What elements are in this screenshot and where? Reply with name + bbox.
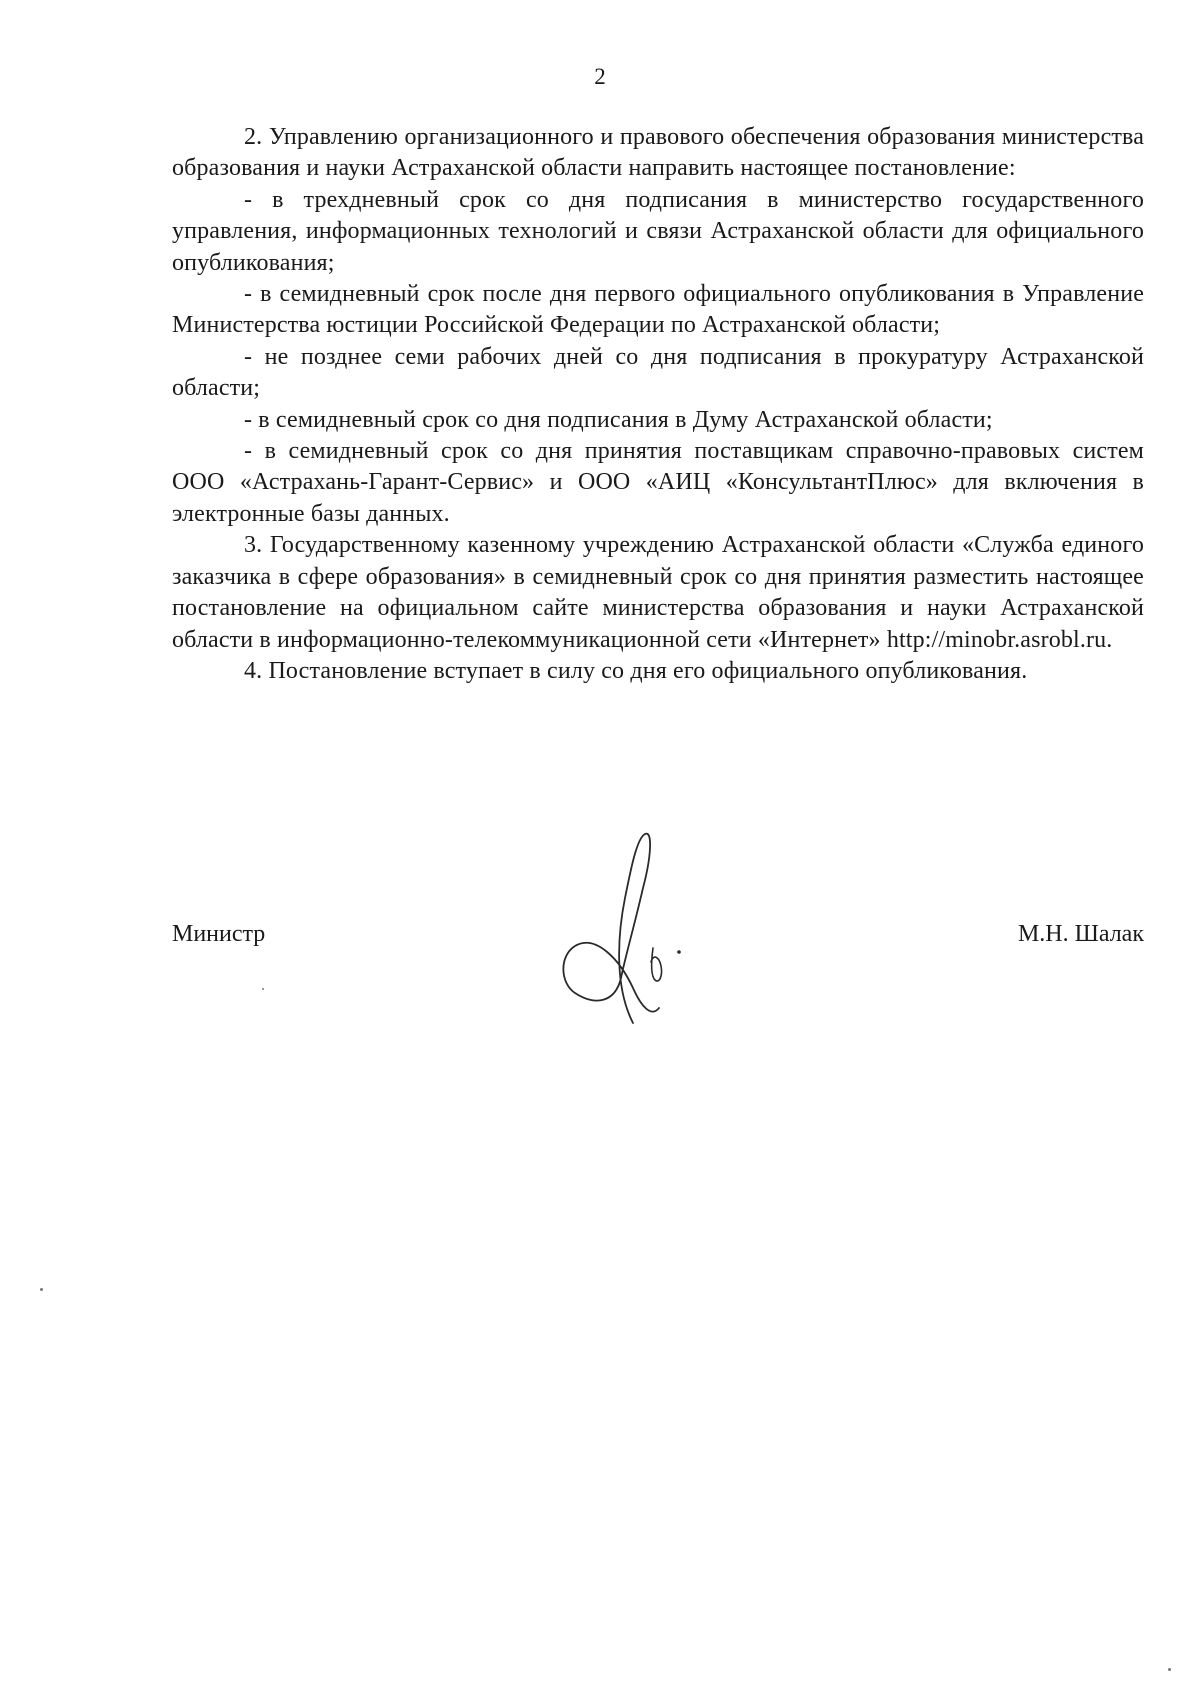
list-item-dispatch-justice: - в семидневный срок после дня первого официального опубликования в Управление Министерства юстиции Российской Федерации по Астраханской области; <box>172 281 1144 339</box>
document-body <box>172 122 1144 687</box>
signer-title: Министр <box>172 921 266 947</box>
handwritten-signature <box>555 828 725 1038</box>
list-item-dispatch-legal-systems: - в семидневный срок со дня принятия поставщикам справочно-правовых систем ООО «Астрахань-Гарант-Сервис» и ООО «АИЦ «КонсультантПлюс» для включения в электронные базы данных. <box>172 438 1144 527</box>
paragraph-item-4: 4. Постановление вступает в силу со дня его официального опубликования. <box>244 657 1028 684</box>
signer-name: М.Н. Шалак <box>1017 921 1144 947</box>
list-item-dispatch-ministry: - в трехдневный срок со дня подписания в министерство государственного управления, информационных технологий и связи Астраханской области для официального опубликования; <box>172 186 1144 276</box>
scan-speck <box>262 988 264 990</box>
paragraph-item-3: 3. Государственному казенному учреждению Астраханской области «Служба единого заказчика в сфере образования» в семидневный срок со дня принятия разместить настоящее постановление на официальном сайте министерства образования и науки Астраханской области в информационно-телекоммуникационной сети «Интернет» http://minobr.asrobl.ru. <box>172 532 1144 653</box>
scan-speck <box>1168 1668 1171 1671</box>
scan-speck <box>40 1288 43 1291</box>
list-item-dispatch-duma: - в семидневный срок со дня подписания в Думу Астраханской области; <box>244 406 993 433</box>
paragraph-item-2: 2. Управлению организационного и правового обеспечения образования министерства образования и науки Астраханской области направить настоящее постановление: <box>172 124 1144 182</box>
list-item-dispatch-prosecutor: - не позднее семи рабочих дней со дня подписания в прокуратуру Астраханской области; <box>172 343 1144 402</box>
page-number: 2 <box>594 64 606 89</box>
